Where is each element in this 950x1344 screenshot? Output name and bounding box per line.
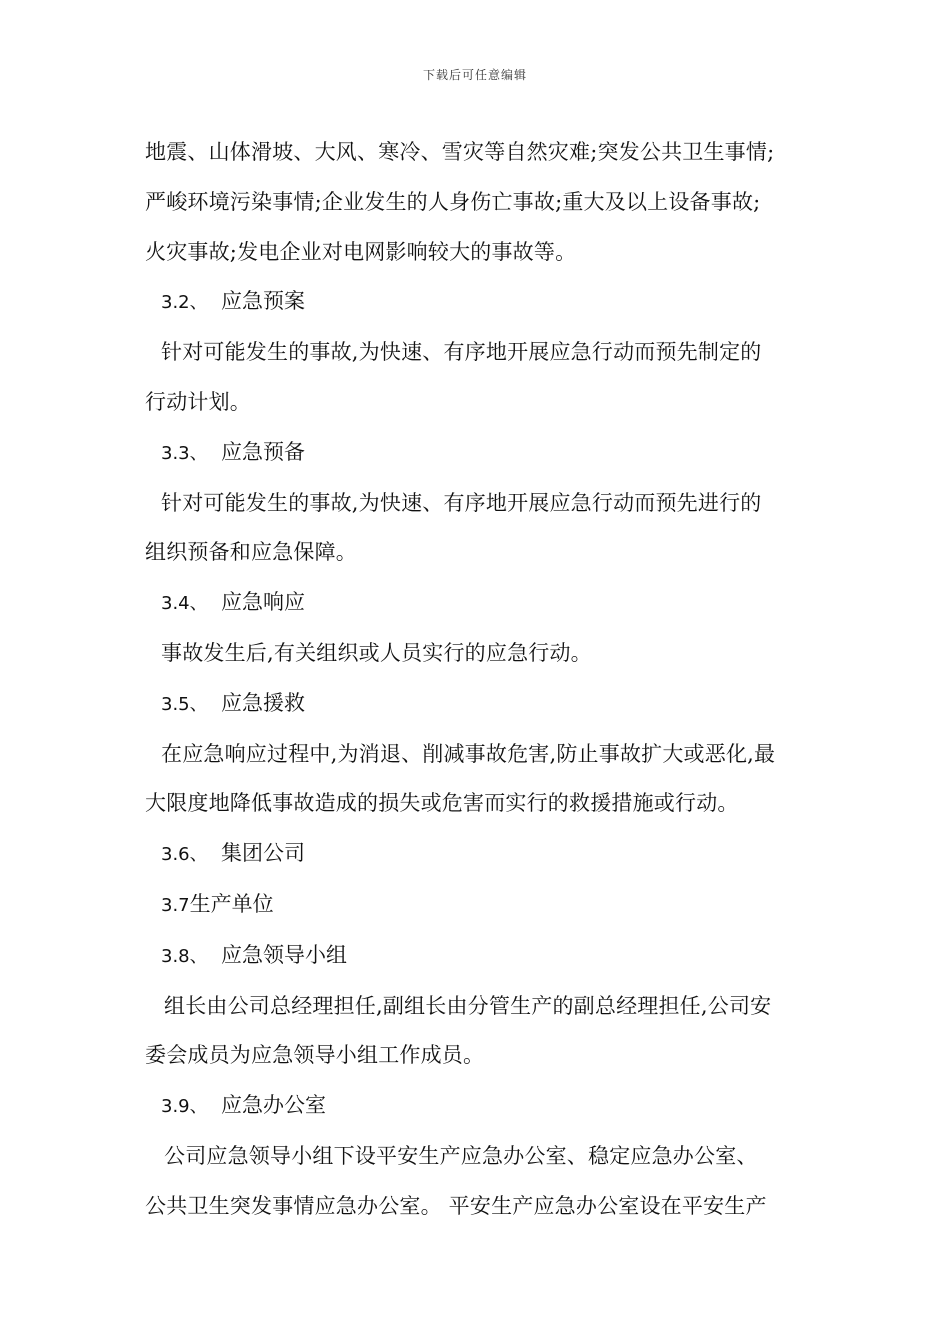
section-title: 应急办公室 [221, 1093, 326, 1118]
paragraph-line: 在应急响应过程中,为消退、削减事故危害,防止事故扩大或恶化,最 [161, 741, 776, 766]
paragraph [145, 128, 810, 277]
section-heading [145, 880, 810, 931]
section-heading [145, 1081, 810, 1132]
document-body [145, 128, 810, 1232]
section-title: 集团公司 [221, 841, 305, 866]
page-header: 下载后可任意编辑 [422, 68, 527, 82]
paragraph [145, 730, 810, 830]
section-heading [145, 578, 810, 629]
paragraph-line: 火灾事故;发电企业对电网影响较大的事故等。 [145, 239, 577, 264]
section-number: 3.2、 [161, 292, 208, 314]
section-title: 应急预案 [221, 289, 305, 314]
section-heading [145, 428, 810, 479]
section-number: 3.9、 [161, 1096, 208, 1118]
section-heading [145, 679, 810, 730]
paragraph [145, 982, 810, 1082]
paragraph-line: 大限度地降低事故造成的损失或危害而实行的救援措施或行动。 [145, 791, 739, 816]
paragraph [145, 479, 810, 579]
section-title: 应急响应 [221, 590, 305, 615]
section-title: 应急预备 [221, 439, 305, 464]
section-title: 应急领导小组 [221, 942, 347, 967]
paragraph-line: 针对可能发生的事故,为快速、有序地开展应急行动而预先制定的 [161, 340, 762, 365]
paragraph-line: 组长由公司总经理担任,副组长由分管生产的副总经理担任,公司安 [164, 993, 772, 1018]
paragraph-line: 组织预备和应急保障。 [145, 540, 357, 565]
paragraph-line: 委会成员为应急领导小组工作成员。 [145, 1043, 485, 1068]
paragraph-line: 地震、山体滑坡、大风、寒冷、雪灾等自然灾难;突发公共卫生事情; [145, 140, 775, 164]
section-number: 3.4、 [161, 593, 208, 615]
paragraph [145, 1132, 810, 1232]
section-heading [145, 829, 810, 880]
section-heading [145, 277, 810, 328]
paragraph [145, 328, 810, 428]
paragraph-line: 行动计划。 [145, 389, 251, 414]
section-number: 3.3、 [161, 442, 208, 464]
paragraph-line: 针对可能发生的事故,为快速、有序地开展应急行动而预先进行的 [161, 490, 762, 515]
section-number: 3.8、 [161, 945, 208, 967]
paragraph-line: 事故发生后,有关组织或人员实行的应急行动。 [161, 640, 592, 665]
section-heading [145, 931, 810, 982]
paragraph [145, 629, 810, 679]
paragraph-line: 公司应急领导小组下设平安生产应急办公室、稳定应急办公室、 [164, 1143, 758, 1168]
section-title: 生产单位 [189, 891, 274, 916]
paragraph-line: 严峻环境污染事情;企业发生的人身伤亡事故;重大及以上设备事故; [145, 189, 761, 214]
paragraph-line: 公共卫生突发事情应急办公室。 平安生产应急办公室设在平安生产 [145, 1193, 767, 1218]
section-number: 3.6、 [161, 844, 208, 866]
section-number: 3.7 [161, 894, 190, 916]
section-number: 3.5、 [161, 693, 208, 715]
section-title: 应急援救 [221, 690, 305, 715]
